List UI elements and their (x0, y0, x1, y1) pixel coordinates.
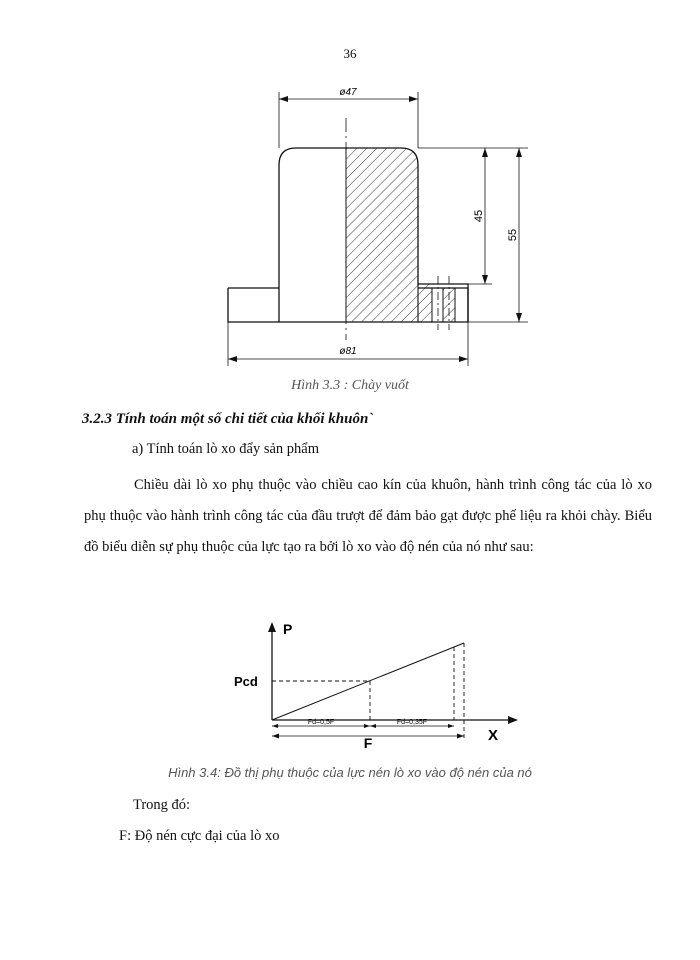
dim-outer-height: 55 (507, 228, 519, 242)
segment-1-label: Fd=0,5F (307, 719, 335, 726)
page-number: 36 (343, 46, 357, 61)
definition-F: F: Độ nén cực đại của lò xo (119, 828, 280, 844)
dim-inner-height: 45 (473, 209, 485, 223)
axis-y-label: P (283, 621, 293, 637)
figure-caption-3-3: Hình 3.3 : Chày vuốt (291, 378, 409, 393)
section-hatch (346, 148, 432, 322)
subsection-heading: a) Tính toán lò xo đẩy sản phẩm (132, 441, 319, 457)
F-label: F (363, 735, 373, 751)
force-line (272, 643, 464, 720)
section-heading: 3.2.3 Tính toán một số chi tiết của khối khuôn` (82, 411, 374, 427)
dim-bottom-label: ø81 (339, 346, 357, 357)
force-graph (0, 610, 700, 760)
axis-x-label: X (488, 727, 499, 744)
body-paragraph: Chiều dài lò xo phụ thuộc vào chiều cao kín của khuôn, hành trình công tác của lò xo phụ thuộc vào hành trình công tác của đầu trượt để đảm bảo gạt được phế liệu ra khỏi chày. Biểu đồ biểu diễn sự phụ thuộc của lực tạo ra bởi lò xo vào độ nén của nó như sau: (84, 477, 652, 555)
punch-drawing (0, 0, 700, 380)
where-label: Trong đó: (133, 797, 191, 813)
segment-2-label: Fd=0,35F (396, 719, 428, 726)
figure-caption-3-4: Hình 3.4: Đồ thị phụ thuộc của lực nén lò xo vào độ nén của nó (168, 765, 532, 780)
pcd-label: Pcd (234, 674, 258, 689)
dim-top-label: ø47 (339, 87, 357, 98)
